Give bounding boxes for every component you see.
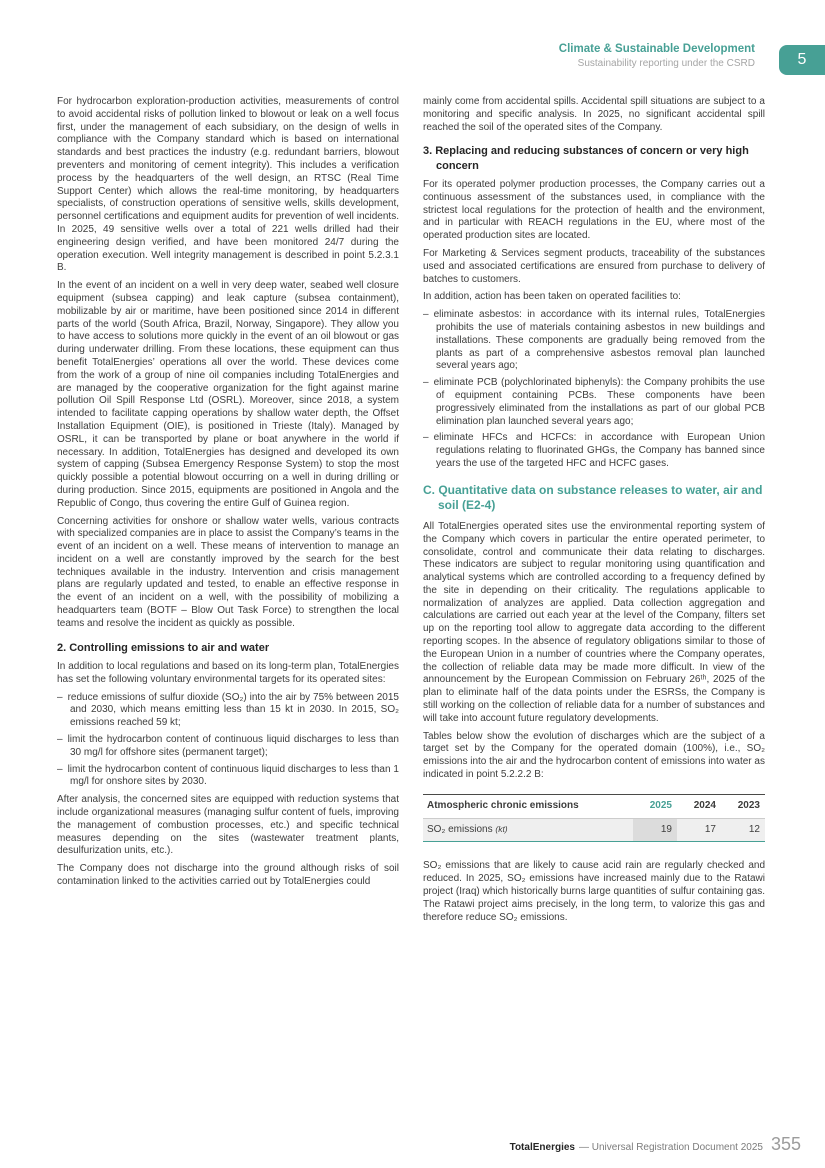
table-year-2023: 2023 (721, 794, 765, 818)
list-item: – eliminate HFCs and HCFCs: in accordance with European Union regulations relating to fluorinated GHGs, the Company has banned since years the use of the targeted HFC and HCFC gases. (423, 432, 765, 470)
value-2025: 19 (633, 818, 677, 842)
row-label-cell (423, 818, 633, 842)
table-row (423, 818, 765, 842)
footer-doc-title: — Universal Registration Document 2025 (578, 1142, 763, 1153)
chapter-number-badge: 5 (779, 45, 825, 75)
paragraph: Tables below show the evolution of discharges which are the subject of a target set by the Company for the operated domain (100%), i.e., SO₂ emissions into the air and the hydrocarbon content of emissions into water as indicated in point 5.2.2.2 B: (423, 730, 765, 781)
section-heading-replacing-substances: 3. Replacing and reducing substances of concern or very high concern (423, 145, 749, 172)
table-title: Atmospheric chronic emissions (423, 794, 633, 818)
paragraph: For its operated polymer production processes, the Company carries out a continuous assessment of the substances used, in compliance with the strictest local regulations for the protection of health and the environment, and in particular with REACH regulations in the EU, where most of the operated production sites are located. (423, 178, 765, 242)
paragraph: The Company does not discharge into the ground although risks of soil contamination linked to the activities carried out by TotalEnergies could (57, 863, 399, 887)
page-footer (510, 1134, 801, 1155)
paragraph: For Marketing & Services segment products, traceability of the substances used and associated certifications are ensured from purchase to delivery of batches to customers. (423, 247, 765, 285)
page-content (57, 96, 765, 929)
paragraph: In addition to local regulations and based on its long-term plan, TotalEnergies has set the following voluntary environmental targets for its operated sites: (57, 660, 399, 685)
section-heading-quantitative-data: C. Quantitative data on substance releases to water, air and soil (E2-4) (423, 482, 763, 513)
value-2024: 17 (677, 818, 721, 842)
table-year-2024: 2024 (677, 794, 721, 818)
list-item: – limit the hydrocarbon content of continuous liquid discharges to less than 1 mg/l for onshore sites by 2030. (57, 764, 399, 790)
value-2023: 12 (721, 818, 765, 842)
paragraph: SO₂ emissions that are likely to cause acid rain are regularly checked and reduced. In 2025, SO₂ emissions have increased mainly due to the Ratawi project (Iraq) which historically burns large quantities of sulfur containing gas. The Ratawi project aims precisely, in the long term, to valorize this gas and therefore reduce SO₂ emissions. (423, 860, 765, 923)
list-item: – reduce emissions of sulfur dioxide (SO₂) into the air by 75% between 2015 and 2030, which means emitting less than 15 kt in 2030. In 2015, SO₂ emissions reached 59 kt; (57, 692, 399, 730)
paragraph: All TotalEnergies operated sites use the environmental reporting system of the Company which covers in particular the entire operated perimeter, to consolidate, control and communicate their data relating to discharges. These indicators are subject to regular monitoring using quantification and analytical systems which are controlled according to a frequency defined by the site in depending on their criticality. The regulations applicable to normalization of analyzes are applied. Data collection aggregation and calculations are carried out each year at the level of the Company, filters set up on the reporting tool allow to aggregate data according to the different reporting scopes. In the absence of regulatory obligations similar to those of the European Union in a number of countries where the Company operates, the collection of reliable data may be made more difficult. In view of the announcement by the European Commission on February 26ᵗʰ, 2025 of the plan to eliminate half of the data points under the ESRSs, the Company is still working on the collection of reliable data for a number of substances and will take into account future regulatory developments. (423, 520, 765, 724)
facility-actions-list (423, 309, 765, 471)
row-unit: (kt) (495, 823, 508, 834)
paragraph: In addition, action has been taken on operated facilities to: (423, 291, 681, 303)
right-column (423, 96, 765, 929)
paragraph: mainly come from accidental spills. Accidental spill situations are subject to a monitoring and specific analysis. In 2025, no significant accidental spill reached the soil of the operated sites of the Company. (423, 96, 765, 133)
paragraph: For hydrocarbon exploration-production activities, measurements of control to avoid accidental risks of pollution linked to blowout or leak on a well focus first, under the management of each subsidiary, on the design of wells in compliance with the Company standard which is based on international standards and best practices the industry (e.g. redundant barriers, blowout preventers and monitoring of cement integrity). This includes a verification process by the headquarters of the well design, an RTSC (Real Time Support Center) which allows the real-time monitoring, by headquarters specialists, of construction operations of sensitive wells, skills development, personnel certifications and equipment audits for prevention of well incidents. In 2025, 49 sensitive wells over a total of 221 wells drilled had their engineering design verified, and have been monitored 24/7 during the operation execution. Well integrity management is described in point 5.2.3.1 B. (57, 96, 399, 274)
table-year-2025: 2025 (633, 794, 677, 818)
section-heading-controlling-emissions: 2. Controlling emissions to air and water (57, 641, 270, 654)
list-item: – eliminate asbestos: in accordance with its internal rules, TotalEnergies prohibits the use of materials containing asbestos in new buildings and installations. These components are gradually being removed from the plants as part of a comprehensive asbestos removal plan launched several years ago; (423, 309, 765, 373)
paragraph: After analysis, the concerned sites are equipped with reduction systems that include organizational measures (managing sulfur content of fuels, improving the management of combustion processes, etc.) and specific technical measures depending on the sites (wastewater treatment plants, desulfurization units, etc.). (57, 794, 399, 857)
list-item: – eliminate PCB (polychlorinated biphenyls): the Company prohibits the use of equipment containing PCBs. These components have been progressively eliminated from the installations as part of our global PCB elimination plan launched several years ago; (423, 377, 765, 428)
page-header (559, 42, 755, 70)
paragraph: In the event of an incident on a well in very deep water, seabed well closure equipment (subsea capping) and leak capture (subsea containment), mobilizable by air or maritime, have been positioned since 2014 in different parts of the world (South Africa, Brazil, Norway, Singapore). They allow you to have access to solutions more quickly in the event of an oil blowout or gas during underwater drilling. From these locations, these equipment can thus benefit TotalEnergies’ operations all over the world. These devices come from the work of a group of nine oil companies including TotalEnergies and are managed by the cooperative organization for the fight against marine pollution Oil Spill Response Ltd (OSRL). Moreover, since 2018, a system intended to facilitate capping operations by shallow water depth, the Offset Installation Equipment (OIE), is positioned in Trieste (Italy). Managed by OSRL, it can be transported by plane or boat anywhere in the world if necessary. In addition, TotalEnergies has designed and developed its own system of capping (Subsea Emergency Response System) to stop the most quickly possible a potential blowout occurring on a well in during drilling or during production. Since 2015, equipments are positioned in Angola and the Republic of Congo, thus covering the entire Gulf of Guinea region. (57, 280, 399, 509)
table-header-row (423, 794, 765, 818)
atmospheric-emissions-table (423, 794, 765, 843)
chapter-subtitle: Sustainability reporting under the CSRD (577, 57, 755, 69)
page-number: 355 (770, 1134, 801, 1154)
environmental-targets-list (57, 692, 399, 790)
left-column (57, 96, 399, 929)
row-label: SO₂ emissions (427, 823, 493, 835)
footer-brand: TotalEnergies (509, 1142, 575, 1153)
paragraph: Concerning activities for onshore or shallow water wells, various contracts with specialized companies are in place to assist the Company’s teams in the event of an incident on a well. These means of intervention to manage an incident on a well are constantly improved by the search for the best techniques available in the industry. Intervention and crisis management plans are regularly updated and tested, to enable an effective response in the event of an incident on a well, with the possibility of mobilizing a headquarters team (BOTF – Blow Out Task Force) to strengthen the local teams and resolve the incident as quickly as possible. (57, 515, 399, 629)
list-item: – limit the hydrocarbon content of continuous liquid discharges to less than 30 mg/l for offshore sites (permanent target); (57, 734, 399, 760)
chapter-title: Climate & Sustainable Development (558, 43, 755, 55)
